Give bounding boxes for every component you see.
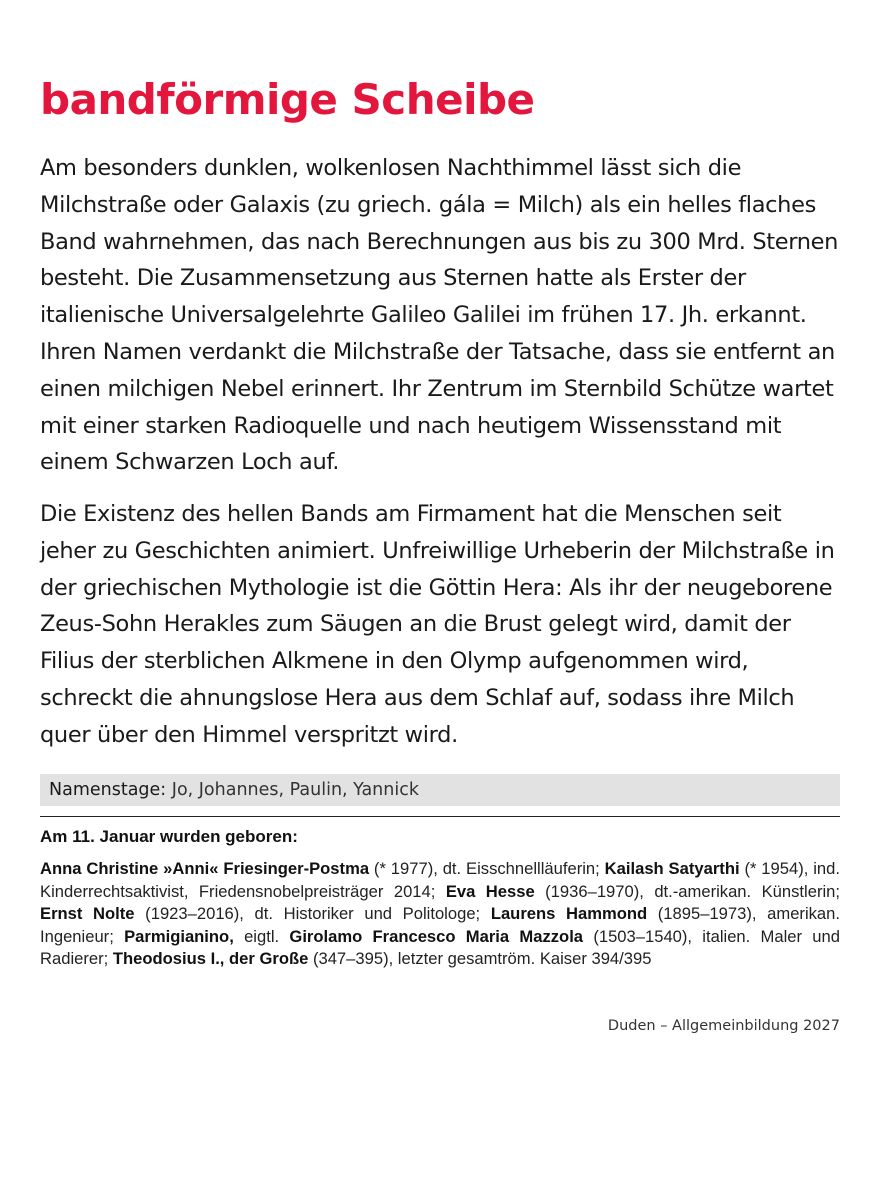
born-detail: (1895–1973), amerikan. Ingenieur; xyxy=(40,904,840,946)
born-detail: (1936–1970), dt.-amerikan. Künstlerin; xyxy=(534,881,840,901)
body-paragraph-1: Am besonders dunklen, wolkenlosen Nachthimmel lässt sich die Milchstraße oder Galaxis (zu griech. gála = Milch) als ein helles flaches Band wahrnehmen, das nach Berechnungen aus bis zu 300 Mrd. Sternen besteht. Die Zusammensetzung aus Sternen hatte als Erster der italienische Universalgelehrte Galileo Galilei im frühen 17. Jh. erkannt. Ihren Namen verdankt die Milchstraße der Tatsache, dass sie entfernt an einen milchigen Nebel erinnert. Ihr Zentrum im Sternbild Schütze wartet mit einer starken Radioquelle und nach heutigem Wissensstand mit einem Schwarzen Loch auf. xyxy=(40,155,839,476)
born-name: Kailash Satyarthi xyxy=(604,859,740,878)
born-detail: (1923–2016), dt. Historiker und Politologe; xyxy=(134,904,491,923)
born-name: Theodosius I., der Große xyxy=(112,949,309,968)
born-detail: (347–395), letzter gesamtröm. Kaiser 394/395 xyxy=(308,949,652,968)
born-name: Girolamo Francesco Maria Mazzola xyxy=(289,926,584,946)
born-detail: eigtl. xyxy=(233,926,290,946)
born-detail: (* 1954), ind. Kinderrechtsaktivist, Friedensnobelpreisträger 2014; xyxy=(40,859,840,901)
born-name: Ernst Nolte xyxy=(40,904,135,923)
namenstage-label: Namenstage: xyxy=(49,780,167,800)
section-divider xyxy=(40,816,840,817)
born-list xyxy=(40,858,840,971)
born-name: Eva Hesse xyxy=(445,881,535,901)
namenstage-box xyxy=(40,774,840,806)
born-heading: Am 11. Januar wurden geboren: xyxy=(40,827,298,846)
born-name: Laurens Hammond xyxy=(490,904,648,923)
footer-source: Duden – Allgemeinbildung 2027 xyxy=(607,1018,840,1034)
body-paragraph-2: Die Existenz des hellen Bands am Firmament hat die Menschen seit jeher zu Geschichten animiert. Unfreiwillige Urheberin der Milchstraße in der griechischen Mythologie ist die Göttin Hera: Als ihr der neugeborene Zeus-Sohn Herakles zum Säugen an die Brust gelegt wird, damit der Filius der sterblichen Alkmene in den Olymp aufgenommen wird, schreckt die ahnungslose Hera aus dem Schlaf auf, sodass ihre Milch quer über den Himmel verspritzt wird. xyxy=(40,501,835,748)
born-name: Parmigianino, xyxy=(124,926,234,946)
born-detail: (* 1977), dt. Eisschnellläuferin; xyxy=(369,859,605,878)
namenstage-values: Jo, Johannes, Paulin, Yannick xyxy=(171,780,419,800)
born-name: Anna Christine »Anni« Friesinger-Postma xyxy=(40,859,370,878)
born-detail: (1503–1540), italien. Maler und Radierer; xyxy=(40,926,840,968)
page-title: bandförmige Scheibe xyxy=(40,75,535,124)
